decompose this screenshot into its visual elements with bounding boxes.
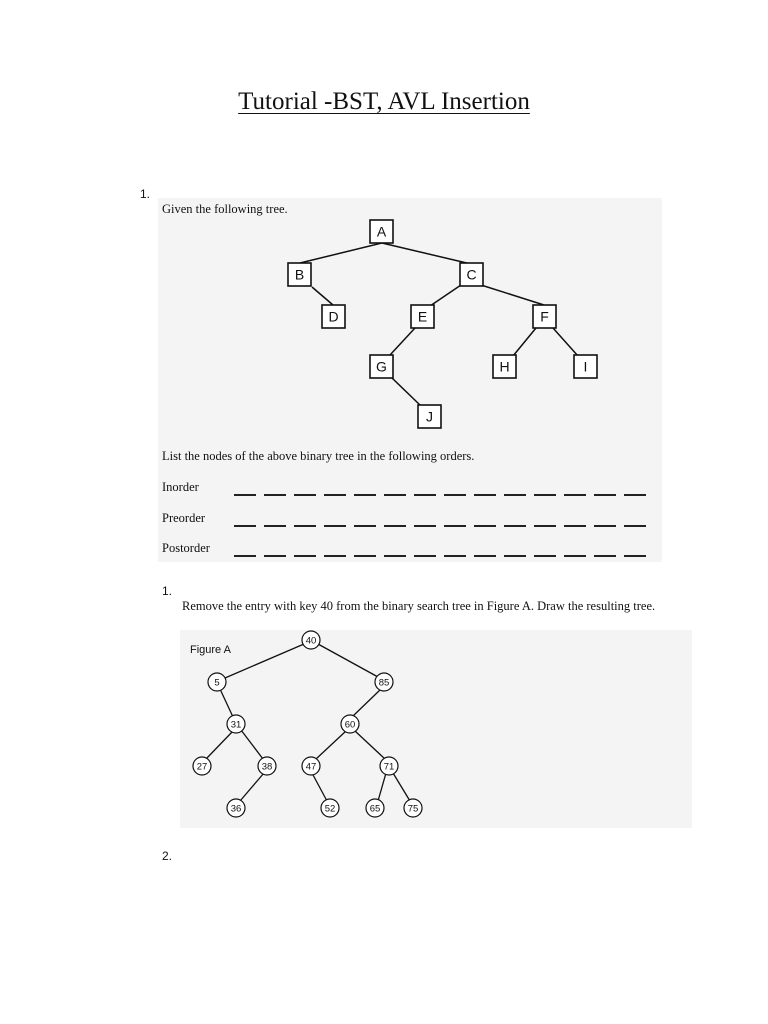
list-instruction: List the nodes of the above binary tree in the following orders. bbox=[162, 449, 475, 463]
figure-label: Figure A bbox=[190, 644, 231, 656]
tree-node-label: I bbox=[583, 358, 588, 375]
bst-node-key: 27 bbox=[196, 761, 208, 773]
bst-node-key: 65 bbox=[369, 803, 381, 815]
postorder-label: Postorder bbox=[162, 541, 210, 555]
bst-node-key: 40 bbox=[305, 635, 317, 647]
tree-node-label: B bbox=[294, 266, 305, 283]
bst-node-key: 5 bbox=[214, 677, 220, 689]
tree-node-label: H bbox=[499, 358, 510, 375]
preorder-label: Preorder bbox=[162, 511, 206, 525]
inorder-label: Inorder bbox=[162, 480, 199, 494]
tree-node-label: D bbox=[328, 308, 339, 325]
tree-node-label: J bbox=[426, 408, 433, 425]
bst-node-key: 38 bbox=[261, 761, 273, 773]
bst-node-key: 36 bbox=[230, 803, 242, 815]
page-title: Tutorial -BST, AVL Insertion bbox=[238, 88, 530, 115]
bst-node-key: 75 bbox=[407, 803, 419, 815]
tree-node-label: E bbox=[417, 308, 428, 325]
question-prompt: Given the following tree. bbox=[162, 202, 288, 216]
bst-node-key: 71 bbox=[383, 761, 395, 773]
tree-node-label: G bbox=[376, 358, 387, 375]
bst-node-key: 47 bbox=[305, 761, 317, 773]
question-number: 1. bbox=[162, 584, 173, 598]
question-number: 1. bbox=[140, 187, 151, 201]
tree-node-label: F bbox=[540, 308, 549, 325]
tree-node-label: C bbox=[466, 266, 477, 283]
bst-node-key: 31 bbox=[230, 719, 242, 731]
question-number: 2. bbox=[162, 849, 173, 863]
bst-node-key: 60 bbox=[344, 719, 356, 731]
bst-node-key: 52 bbox=[324, 803, 336, 815]
tree-node-label: A bbox=[376, 223, 387, 240]
bst-node-key: 85 bbox=[378, 677, 390, 689]
question-prompt: Remove the entry with key 40 from the binary search tree in Figure A. Draw the resulting tree. bbox=[182, 599, 656, 613]
